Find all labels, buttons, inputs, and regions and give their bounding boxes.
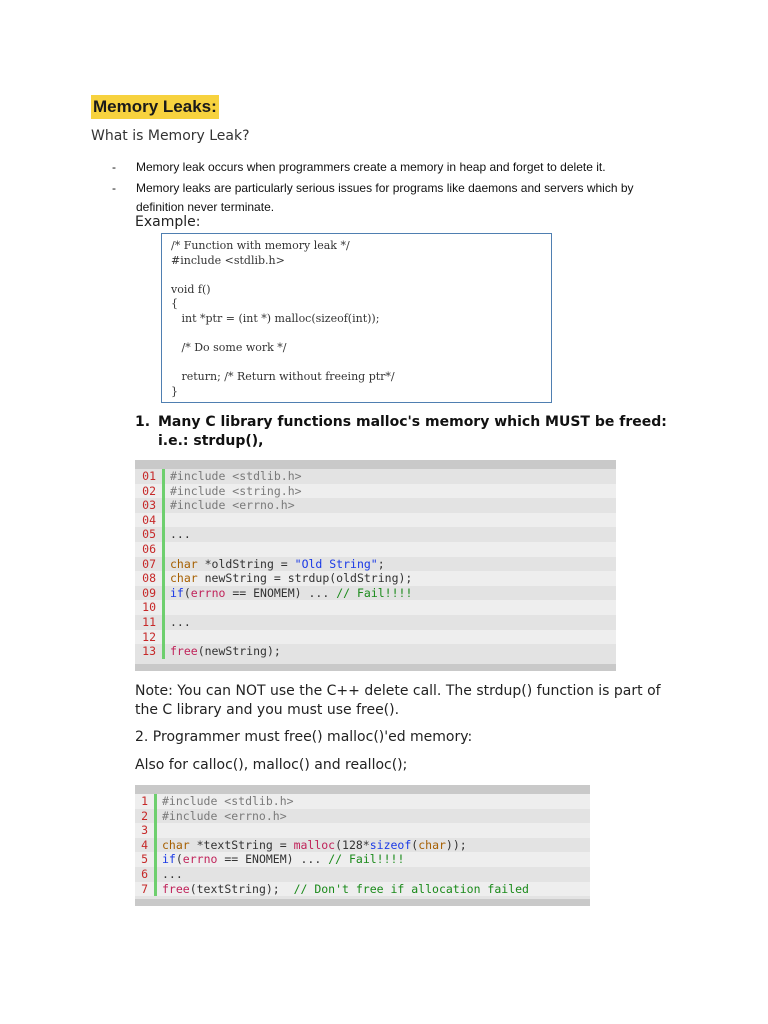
code-text: char newString = strdup(oldString); bbox=[170, 571, 413, 586]
line-number: 04 bbox=[135, 513, 165, 528]
code-line bbox=[135, 794, 590, 809]
example-code-box bbox=[161, 233, 552, 403]
strdup-code-block bbox=[135, 460, 616, 671]
line-number: 2 bbox=[135, 809, 157, 824]
code-text: char *oldString = "Old String"; bbox=[170, 556, 385, 571]
code-line bbox=[135, 557, 616, 572]
code-text: free(newString); bbox=[170, 644, 281, 659]
example-code: /* Function with memory leak */ #include <stdlib.h> void f() { int *ptr = (int *) malloc(sizeof(int)); /* Do some work */ return; /* Return without freeing ptr*/ } bbox=[171, 239, 395, 398]
malloc-code-block bbox=[135, 785, 590, 906]
code-text: #include <stdlib.h> bbox=[170, 469, 302, 483]
code-line bbox=[135, 542, 616, 557]
definition-list bbox=[112, 158, 672, 219]
code-line bbox=[135, 867, 590, 882]
line-number: 05 bbox=[135, 527, 165, 542]
code-line bbox=[135, 527, 616, 542]
line-number: 6 bbox=[135, 867, 157, 882]
code-line bbox=[135, 882, 590, 897]
line-number: 3 bbox=[135, 823, 157, 838]
code-line bbox=[135, 469, 616, 484]
code-line bbox=[135, 498, 616, 513]
bullet-text: Memory leaks are particularly serious issues for programs like daemons and servers which by definition never terminate. bbox=[136, 181, 634, 214]
code-line bbox=[135, 823, 590, 838]
example-label: Example: bbox=[135, 214, 201, 230]
code-text: #include <stdlib.h> bbox=[162, 794, 294, 808]
code-text: char *textString = malloc(128*sizeof(char)); bbox=[162, 837, 467, 852]
code-text bbox=[165, 542, 170, 557]
point-1-text: Many C library functions malloc's memory which MUST be freed: i.e.: strdup(), bbox=[158, 414, 667, 449]
code-text: ... bbox=[170, 527, 191, 542]
point-1 bbox=[135, 413, 695, 451]
code-text bbox=[157, 823, 162, 838]
line-number: 13 bbox=[135, 644, 165, 659]
code-text bbox=[165, 630, 170, 645]
list-item bbox=[112, 179, 672, 217]
code-text: #include <errno.h> bbox=[170, 498, 295, 513]
code-line bbox=[135, 630, 616, 645]
code-text: if(errno == ENOMEM) ... // Fail!!!! bbox=[162, 852, 405, 867]
code-text bbox=[165, 600, 170, 615]
code-text: if(errno == ENOMEM) ... // Fail!!!! bbox=[170, 585, 413, 600]
point-2: 2. Programmer must free() malloc()'ed memory: bbox=[135, 729, 473, 745]
code-text: #include <errno.h> bbox=[162, 808, 287, 823]
code-line bbox=[135, 615, 616, 630]
code-text: ... bbox=[162, 866, 183, 881]
line-number: 09 bbox=[135, 586, 165, 601]
section-title: Memory Leaks: bbox=[91, 95, 219, 119]
line-number: 1 bbox=[135, 794, 157, 809]
line-number: 10 bbox=[135, 600, 165, 615]
code-text: #include <string.h> bbox=[170, 483, 302, 498]
note-paragraph: Note: You can NOT use the C++ delete call. The strdup() function is part of the C library and you must use free(). bbox=[135, 683, 661, 718]
line-number: 03 bbox=[135, 498, 165, 513]
code-text: free(textString); // Don't free if allocation failed bbox=[162, 881, 529, 896]
bullet-text: Memory leak occurs when programmers create a memory in heap and forget to delete it. bbox=[136, 160, 606, 174]
line-number: 7 bbox=[135, 882, 157, 897]
line-number: 07 bbox=[135, 557, 165, 572]
code-line bbox=[135, 513, 616, 528]
line-number: 5 bbox=[135, 852, 157, 867]
bullet-marker: - bbox=[112, 181, 116, 195]
code-line bbox=[135, 644, 616, 659]
also-paragraph: Also for calloc(), malloc() and realloc(); bbox=[135, 757, 408, 773]
point-1-number: 1. bbox=[135, 414, 151, 430]
code-line bbox=[135, 852, 590, 867]
code-line bbox=[135, 838, 590, 853]
code-text: ... bbox=[170, 614, 191, 629]
line-number: 06 bbox=[135, 542, 165, 557]
line-number: 11 bbox=[135, 615, 165, 630]
code-line bbox=[135, 600, 616, 615]
line-number: 4 bbox=[135, 838, 157, 853]
list-item bbox=[112, 158, 672, 177]
code-line bbox=[135, 586, 616, 601]
line-number: 01 bbox=[135, 469, 165, 484]
code-text bbox=[165, 513, 170, 528]
code-line bbox=[135, 571, 616, 586]
line-number: 12 bbox=[135, 630, 165, 645]
line-number: 02 bbox=[135, 484, 165, 499]
code-line bbox=[135, 809, 590, 824]
line-number: 08 bbox=[135, 571, 165, 586]
bullet-marker: - bbox=[112, 160, 116, 174]
question-heading: What is Memory Leak? bbox=[91, 128, 250, 144]
code-line bbox=[135, 484, 616, 499]
